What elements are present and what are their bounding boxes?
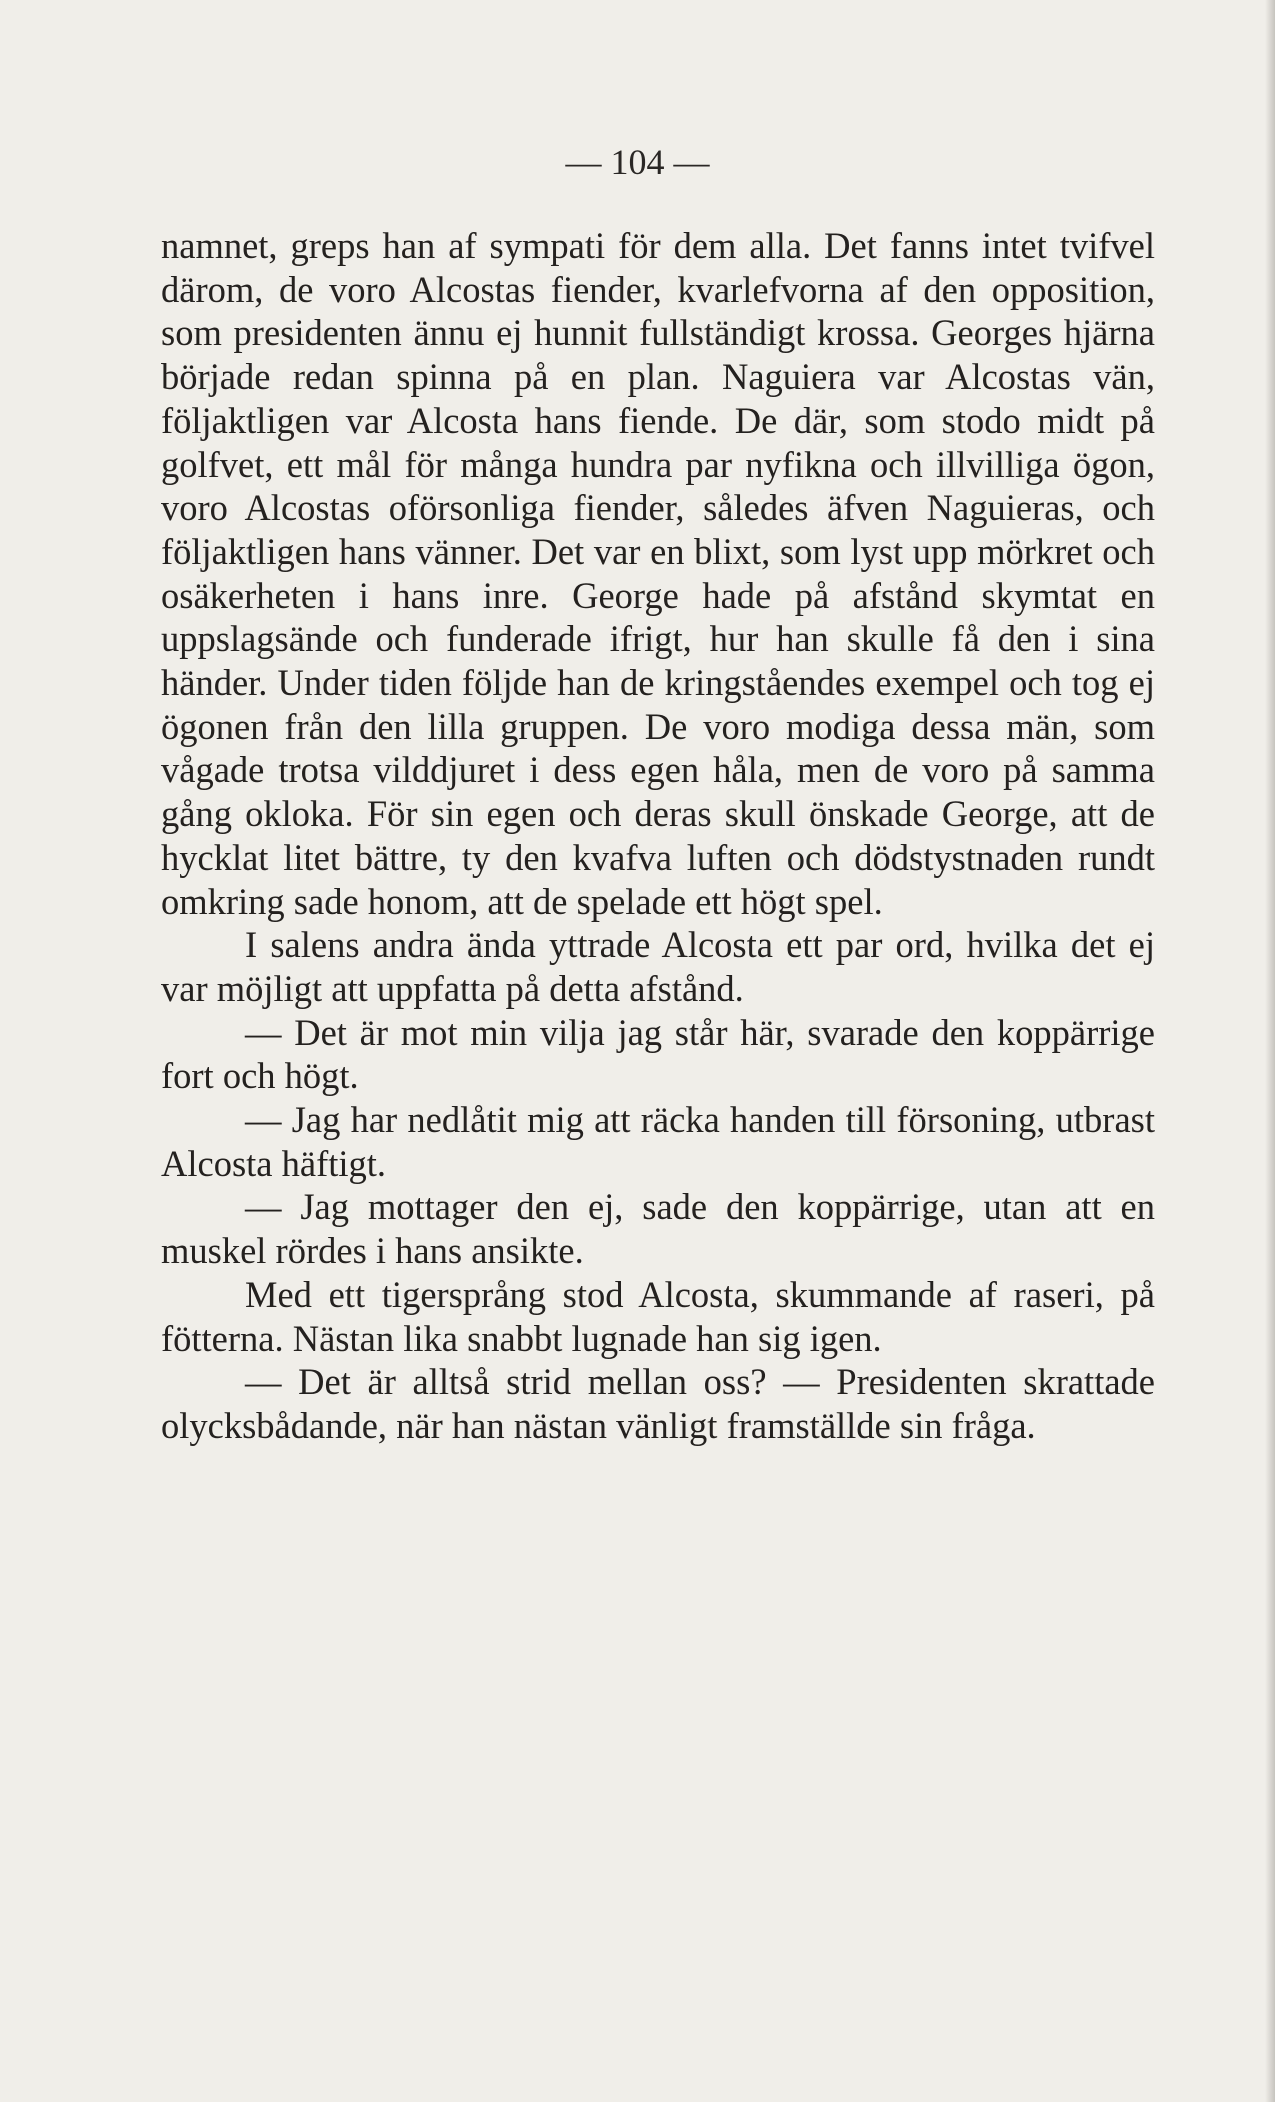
- paragraph: namnet, greps han af sympati för dem alla. Det fanns intet tvifvel därom, de voro Alcostas fiender, kvarlefvorna af den opposition, som presidenten ännu ej hunnit fullständigt krossa. Georges hjärna började redan spinna på en plan. Naguiera var Alcostas vän, följaktligen var Alcosta hans fiende. De där, som stodo midt på golfvet, ett mål för många hundra par nyfikna och illvilliga ögon, voro Alcostas oförsonliga fiender, således äfven Naguieras, och följaktligen hans vänner. Det var en blixt, som lyst upp mörkret och osäkerheten i hans inre. George hade på afstånd skymtat en uppslagsände och funderade ifrigt, hur han skulle få den i sina händer. Under tiden följde han de kringståendes exempel och tog ej ögonen från den lilla gruppen. De voro modiga dessa män, som vågade trotsa vilddjuret i dess egen håla, men de voro på samma gång okloka. För sin egen och deras skull önskade George, att de hycklat litet bättre, ty den kvafva luften och dödstystnaden rundt omkring sade honom, att de spelade ett högt spel.: [161, 225, 1155, 922]
- paragraph: Med ett tigersprång stod Alcosta, skummande af raseri, på fötterna. Nästan lika snabbt lugnade han sig igen.: [161, 1273, 1155, 1359]
- body-text: [161, 224, 1155, 1448]
- dialogue-line: — Det är alltså strid mellan oss? — Presidenten skrattade olycksbådande, när han nästan vänligt framställde sin fråga.: [161, 1361, 1155, 1446]
- paragraph: I salens andra ända yttrade Alcosta ett par ord, hvilka det ej var möjligt att uppfatta på detta afstånd.: [161, 924, 1155, 1009]
- page-number: — 104 —: [565, 142, 710, 182]
- dialogue-line: — Jag har nedlåtit mig att räcka handen till försoning, utbrast Alcosta häftigt.: [161, 1099, 1155, 1184]
- dialogue-line: — Det är mot min vilja jag står här, svarade den koppärrige fort och högt.: [161, 1011, 1155, 1097]
- dialogue-line: — Jag mottager den ej, sade den koppärrige, utan att en muskel rördes i hans ansikte.: [161, 1186, 1155, 1272]
- page-edge-shadow: [1265, 0, 1275, 2102]
